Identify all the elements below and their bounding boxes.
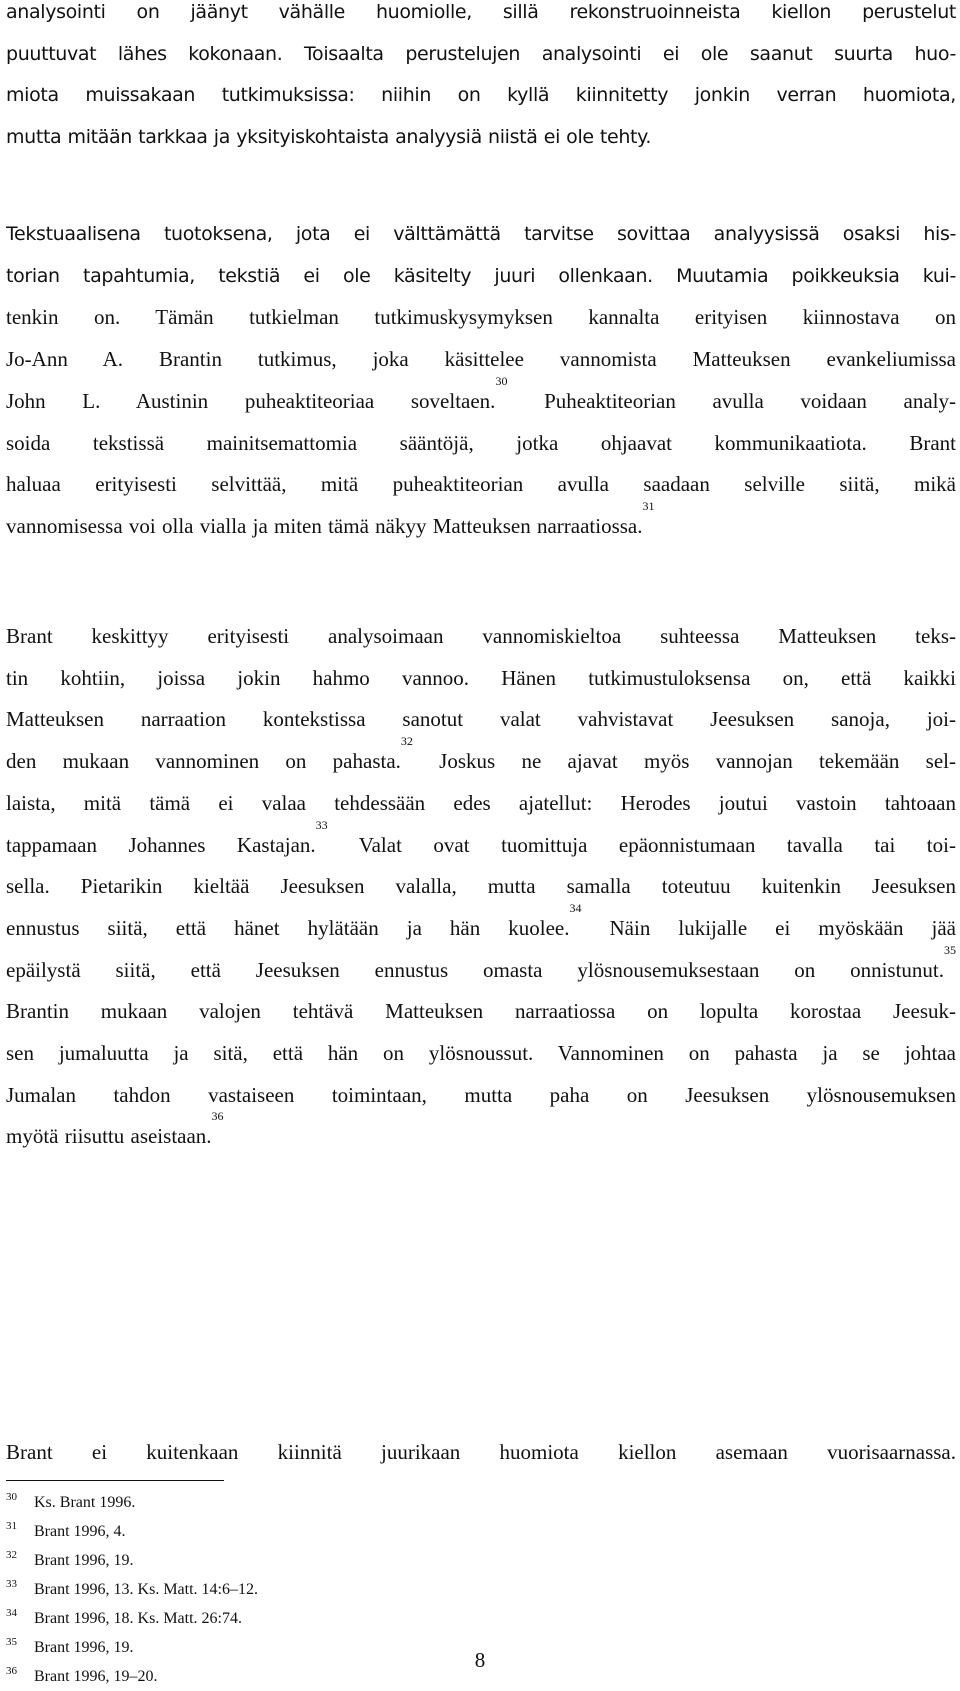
text-line: soida tekstissä mainitsemattomia sääntöjä, jotka ohjaavat kommunikaatiota. Brant (6, 430, 956, 455)
text-fragment: myötä riisuttu aseistaan. (6, 1124, 212, 1149)
text-fragment: vannomisessa voi olla vialla ja miten tämä näkyy Matteuksen narraatiossa. (6, 513, 643, 538)
text-line (6, 498, 956, 548)
text-line (6, 942, 956, 992)
footnote-number: 32 (6, 1549, 17, 1561)
footnote-number: 31 (6, 1520, 17, 1532)
footnote-number: 35 (6, 1636, 17, 1648)
footnote-marker[interactable]: 34 (569, 900, 582, 915)
footnote-text: Brant 1996, 19. (34, 1639, 134, 1656)
text-line: tenkin on. Tämän tutkielman tutkimuskysymyksen kannalta erityisen kiinnostava on (6, 305, 956, 330)
text-fragment: Puheaktiteorian avulla voidaan analy- (507, 388, 956, 413)
text-line (6, 1109, 956, 1158)
text-line: Jo-Ann A. Brantin tutkimus, joka käsittelee vannomista Matteuksen evankeliumissa (6, 347, 956, 372)
footnote-text: Brant 1996, 13. Ks. Matt. 14:6–12. (34, 1581, 258, 1598)
footnote (6, 1604, 606, 1633)
text-line: torian tapahtumia, tekstiä ei ole käsitelty juuri ollenkaan. Muutamia poikkeuksia kui- (6, 264, 956, 287)
text-fragment: John L. Austinin puheaktiteoriaa soveltaen. (6, 388, 496, 413)
footnote-marker[interactable]: 31 (642, 498, 655, 513)
text-fragment: ennustus siitä, että hänet hylätään ja hän kuolee. (6, 915, 570, 940)
text-line: haluaa erityisesti selvittää, mitä puheaktiteorian avulla saadaan selville siitä, mikä (6, 472, 956, 497)
page-number: 8 (474, 1648, 486, 1672)
text-line: sella. Pietarikin kieltää Jeesuksen valalla, mutta samalla toteutuu kuitenkin Jeesuksen (6, 874, 956, 899)
text-fragment: epäilystä siitä, että Jeesuksen ennustus omasta ylösnousemuksestaan on onnistunut. (6, 957, 944, 982)
text-line (6, 734, 957, 783)
footnote-number: 33 (6, 1578, 17, 1590)
footnote-number: 30 (6, 1491, 17, 1503)
footnote-number: 34 (6, 1607, 17, 1619)
footnote-text: Brant 1996, 18. Ks. Matt. 26:74. (34, 1610, 242, 1627)
text-line: Brant keskittyy erityisesti analysoimaan vannomiskieltoa suhteessa Matteuksen teks- (6, 624, 956, 648)
footnote-marker[interactable]: 33 (315, 817, 328, 832)
text-line (6, 373, 956, 423)
text-fragment: Joskus ne ajavat myös vannojan tekemään sel- (412, 749, 957, 774)
text-line: analysointi on jäänyt vähälle huomiolle, sillä rekonstruoinneista kiellon perustelut (6, 1, 956, 23)
footnote-number: 36 (6, 1665, 17, 1677)
footnote-text: Brant 1996, 4. (34, 1523, 126, 1540)
paragraph-2 (6, 214, 956, 548)
text-line: tin kohtiin, joissa jokin hahmo vannoo. Hänen tutkimustuloksensa on, että kaikki (6, 665, 956, 690)
text-line (6, 817, 956, 867)
footnote-separator (6, 1480, 224, 1481)
footnote-marker[interactable]: 35 (944, 942, 956, 957)
footnote (6, 1517, 606, 1546)
paragraph-4 (6, 1432, 956, 1474)
text-line: sen jumaluutta ja sitä, että hän on ylösnoussut. Vannominen on pahasta ja se johtaa (6, 1041, 956, 1066)
paragraph-3 (6, 616, 956, 1158)
text-line: miota muissakaan tutkimuksissa: niihin on kyllä kiinnitetty jonkin verran huomiota, (6, 84, 956, 107)
footnote-text: Brant 1996, 19–20. (34, 1668, 158, 1685)
text-fragment: den mukaan vannominen on pahasta. (6, 749, 401, 774)
footnote-text: Ks. Brant 1996. (34, 1494, 136, 1511)
text-line: Brantin mukaan valojen tehtävä Matteuksen narraatiossa on lopulta korostaa Jeesuk- (6, 999, 956, 1024)
footnote (6, 1488, 606, 1517)
text-line: Tekstuaalisena tuotoksena, jota ei välttämättä tarvitse sovittaa analyysissä osaksi his- (6, 223, 956, 245)
footnote-marker[interactable]: 30 (495, 373, 508, 388)
text-line: laista, mitä tämä ei valaa tehdessään edes ajatellut: Herodes joutui vastoin tahtoaan (6, 790, 956, 815)
footnote-marker[interactable]: 36 (211, 1109, 224, 1124)
text-line (6, 900, 956, 950)
footnote-text: Brant 1996, 19. (34, 1552, 134, 1569)
text-line: mutta mitään tarkkaa ja yksityiskohtaista analyysiä niistä ei ole tehty. (6, 126, 652, 149)
text-line: Matteuksen narraation kontekstissa sanotut valat vahvistavat Jeesuksen sanoja, joi- (6, 707, 956, 732)
paragraph-1 (6, 0, 956, 159)
text-fragment: Näin lukijalle ei myöskään jää (581, 915, 956, 940)
footnote-marker[interactable]: 32 (400, 734, 413, 749)
text-line: Jumalan tahdon vastaiseen toimintaan, mutta paha on Jeesuksen ylösnousemuksen (6, 1082, 956, 1107)
footnote (6, 1546, 606, 1575)
footnote (6, 1575, 606, 1604)
text-line: Brant ei kuitenkaan kiinnitä juurikaan huomiota kiellon asemaan vuorisaarnassa. (6, 1440, 956, 1464)
text-fragment: Valat ovat tuomittuja epäonnistumaan tavalla tai toi- (327, 832, 956, 857)
text-line: puuttuvat lähes kokonaan. Toisaalta perustelujen analysointi ei ole saanut suurta huo- (6, 42, 956, 65)
text-fragment: tappamaan Johannes Kastajan. (6, 832, 316, 857)
